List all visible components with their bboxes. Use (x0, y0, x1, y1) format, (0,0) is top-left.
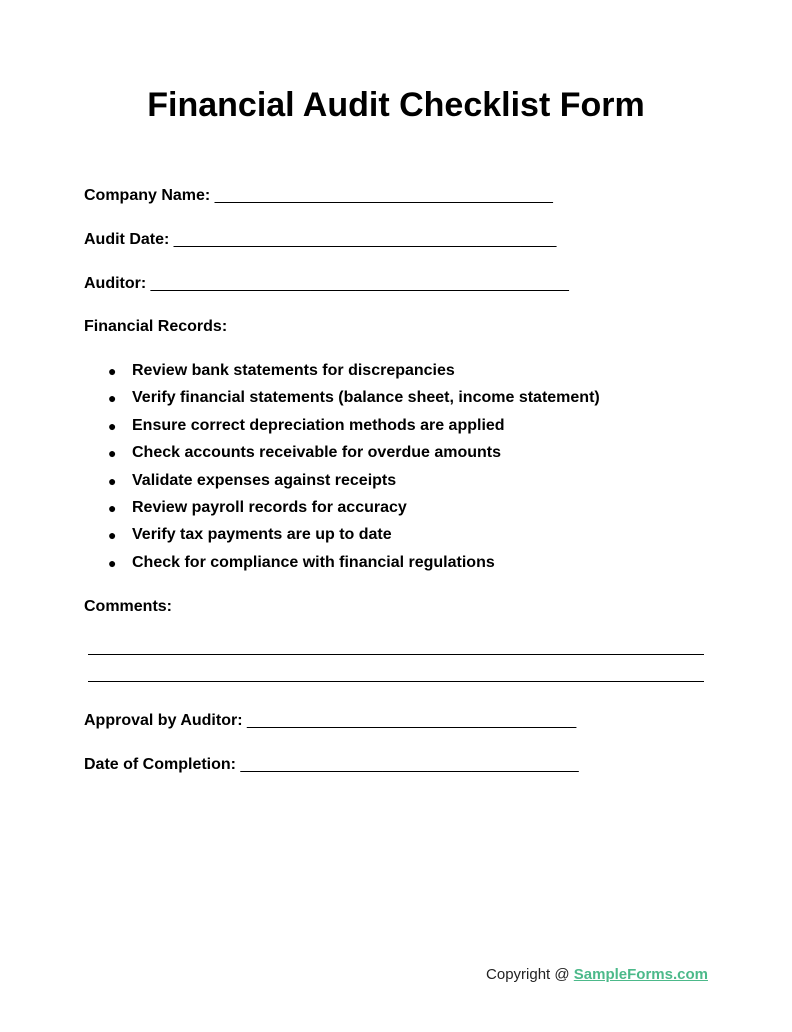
approval-blank[interactable]: _____________________________________ (246, 712, 577, 729)
audit-date-field[interactable] (84, 230, 556, 250)
company-name-field[interactable] (84, 186, 553, 206)
completion-date-label: Date of Completion: (84, 756, 236, 773)
checklist-item-text: Review bank statements for discrepancies (132, 362, 455, 379)
page-title: Financial Audit Checklist Form (147, 86, 645, 124)
sampleforms-link[interactable]: SampleForms.com (573, 966, 708, 983)
completion-date-field[interactable] (84, 755, 579, 775)
completion-date-blank[interactable]: ______________________________________ (240, 756, 579, 773)
bullet-icon: ● (108, 527, 117, 544)
bullet-icon: ● (108, 417, 117, 434)
audit-date-blank[interactable]: ___________________________________________ (173, 231, 557, 248)
copyright-footer (486, 965, 708, 985)
checklist-item-text: Ensure correct depreciation methods are applied (132, 416, 505, 434)
company-name-blank[interactable]: ______________________________________ (214, 187, 553, 204)
auditor-field[interactable] (84, 274, 569, 294)
comments-line-2[interactable] (88, 681, 704, 682)
checklist-item-text: Check accounts receivable for overdue amounts (132, 444, 502, 462)
bullet-icon: ● (108, 472, 117, 489)
copyright-prefix: Copyright @ (486, 966, 574, 983)
bullet-icon: ● (108, 554, 117, 571)
comments-line-1[interactable] (88, 654, 704, 655)
financial-records-heading: Financial Records: (84, 318, 228, 335)
bullet-icon: ● (108, 445, 117, 462)
comments-heading: Comments: (84, 598, 173, 615)
bullet-icon: ● (108, 363, 117, 379)
bullet-icon: ● (108, 390, 117, 407)
approval-field[interactable] (84, 711, 576, 731)
audit-date-label: Audit Date: (84, 231, 170, 248)
checklist-item-text: Verify tax payments are up to date (132, 526, 392, 544)
company-name-label: Company Name: (84, 187, 211, 204)
approval-label: Approval by Auditor: (84, 712, 243, 729)
auditor-blank[interactable]: _______________________________________________ (150, 275, 569, 292)
checklist-item-text: Review payroll records for accuracy (132, 498, 407, 516)
checklist-item-text: Check for compliance with financial regulations (132, 553, 495, 571)
auditor-label: Auditor: (84, 275, 147, 292)
bullet-icon: ● (108, 499, 117, 516)
checklist-item-text: Verify financial statements (balance sheet, income statement) (132, 389, 600, 407)
checklist-item-text: Validate expenses against receipts (132, 471, 397, 489)
